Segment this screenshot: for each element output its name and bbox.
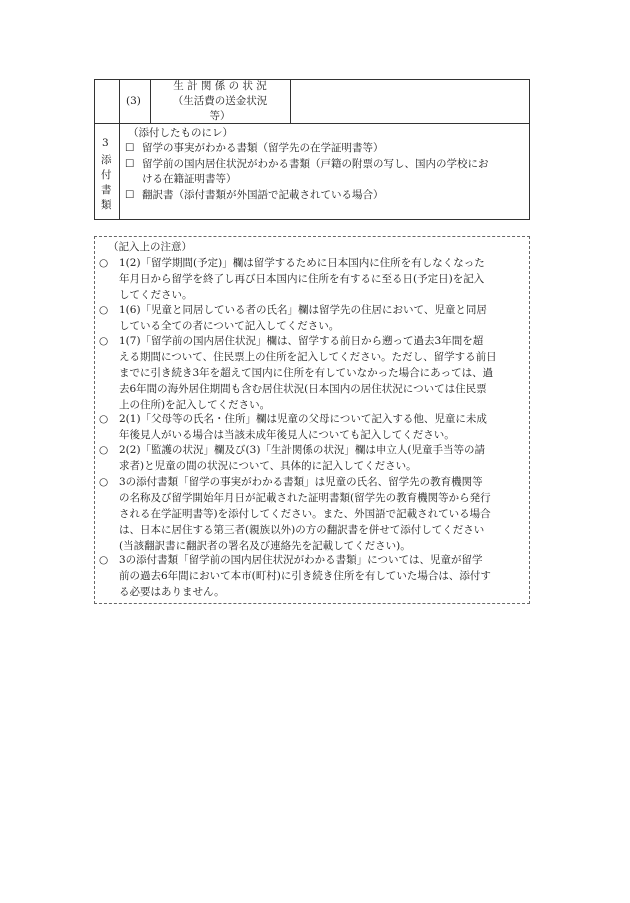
checkbox[interactable]: ☐	[125, 158, 135, 170]
note-line: 3の添付書類「留学前の国内居住状況がわかる書類」については、児童が留学	[119, 554, 483, 566]
note-item	[119, 255, 525, 303]
note-bullet: ○	[99, 554, 109, 566]
note-bullet: ○	[99, 413, 109, 425]
note-line: 1(7)「留学前の国内居住状況」欄は、留学する前日から遡って過去3年間を超	[119, 335, 484, 347]
note-line: (当該翻訳書に翻訳者の署名及び連絡先を記載してください)。	[119, 540, 411, 552]
row-label: （生活費の送金状況	[172, 95, 268, 107]
table-divider	[150, 79, 151, 124]
row-number: (3)	[126, 95, 141, 107]
note-bullet: ○	[99, 444, 109, 456]
note-item	[119, 411, 525, 443]
note-line: 求者)と児童の間の状況について、具体的に記入してください。	[119, 460, 417, 472]
note-line: までに引き続き3年を超えて国内に住所を有していなかった場合にあっては、過	[119, 367, 494, 379]
row-label: 生 計 関 係 の 状 況	[173, 80, 267, 92]
table-divider	[119, 79, 120, 124]
table-divider	[119, 124, 120, 220]
note-bullet: ○	[99, 335, 109, 347]
checkbox-label: 留学前の国内居住状況がわかる書類（戸籍の附票の写し、国内の学校にお	[142, 158, 489, 170]
section-title-char: 類	[101, 199, 112, 211]
note-line: 1(6)「児童と同居している者の氏名」欄は留学先の住居において、児童と同居	[119, 304, 487, 316]
note-bullet: ○	[99, 257, 109, 269]
attachment-intro: （添付したものにレ）	[128, 127, 233, 139]
note-item	[119, 552, 525, 600]
note-item	[119, 302, 525, 334]
note-line: 2(2)「監護の状況」欄及び(3)「生計関係の状況」欄は申立人(児童手当等の請	[119, 444, 486, 456]
checkbox[interactable]: ☐	[125, 142, 135, 154]
note-line: 上の住所)を記入してください。	[119, 399, 271, 411]
section-title-char: 書	[101, 184, 112, 196]
note-bullet: ○	[99, 304, 109, 316]
note-line: 前の過去6年間において本市(町村)に引き続き住所を有していた場合は、添付す	[119, 570, 491, 582]
checkbox-label: 留学の事実がわかる書類（留学先の在学証明書等）	[142, 142, 384, 154]
note-item	[119, 333, 525, 413]
checkbox-label: 翻訳書（添付書類が外国語で記載されている場合）	[142, 189, 384, 201]
note-line: される在学証明書等)を添付してください。また、外国語で記載されている場合	[119, 508, 491, 520]
note-line: 年後見人がいる場合は当該未成年後見人についても記入してください。	[119, 429, 455, 441]
note-item	[119, 442, 525, 474]
note-line: る必要はありません。	[119, 586, 225, 598]
note-line: 年月日から留学を終了し再び日本国内に住所を有するに至る日(予定日)を記入	[119, 273, 485, 285]
checkbox-label: ける在籍証明書等）	[142, 173, 237, 185]
note-line: 3の添付書類「留学の事実がわかる書類」は児童の氏名、留学先の教育機関等	[119, 476, 483, 488]
note-line: の名称及び留学開始年月日が記載された証明書類(留学先の教育機関等から発行	[119, 492, 491, 504]
note-bullet: ○	[99, 476, 109, 488]
row-label: 等）	[209, 110, 231, 122]
note-line: 2(1)「父母等の氏名・住所」欄は児童の父母について記入する他、児童に未成	[119, 413, 487, 425]
note-item	[119, 474, 525, 554]
note-line: してください。	[119, 289, 193, 301]
note-line: える期間について、住民票上の住所を記入してください。ただし、留学する前日	[119, 351, 497, 363]
table-divider	[290, 79, 291, 124]
checkbox[interactable]: ☐	[125, 189, 135, 201]
section-number: 3	[102, 137, 109, 149]
note-line: は、日本に居住する第三者(親族以外)の方の翻訳書を併せて添付してください	[119, 524, 485, 536]
note-line: している全ての者について記入してください。	[119, 320, 340, 332]
section-title-char: 添	[101, 154, 112, 166]
notes-heading: （記入上の注意）	[108, 241, 192, 253]
note-line: 1(2)「留学期間(予定)」欄は留学するために日本国内に住所を有しなくなった	[119, 257, 485, 269]
section-title-char: 付	[101, 169, 112, 181]
note-line: 去6年間の海外居住期間も含む居住状況(日本国内の居住状況については住民票	[119, 383, 487, 395]
